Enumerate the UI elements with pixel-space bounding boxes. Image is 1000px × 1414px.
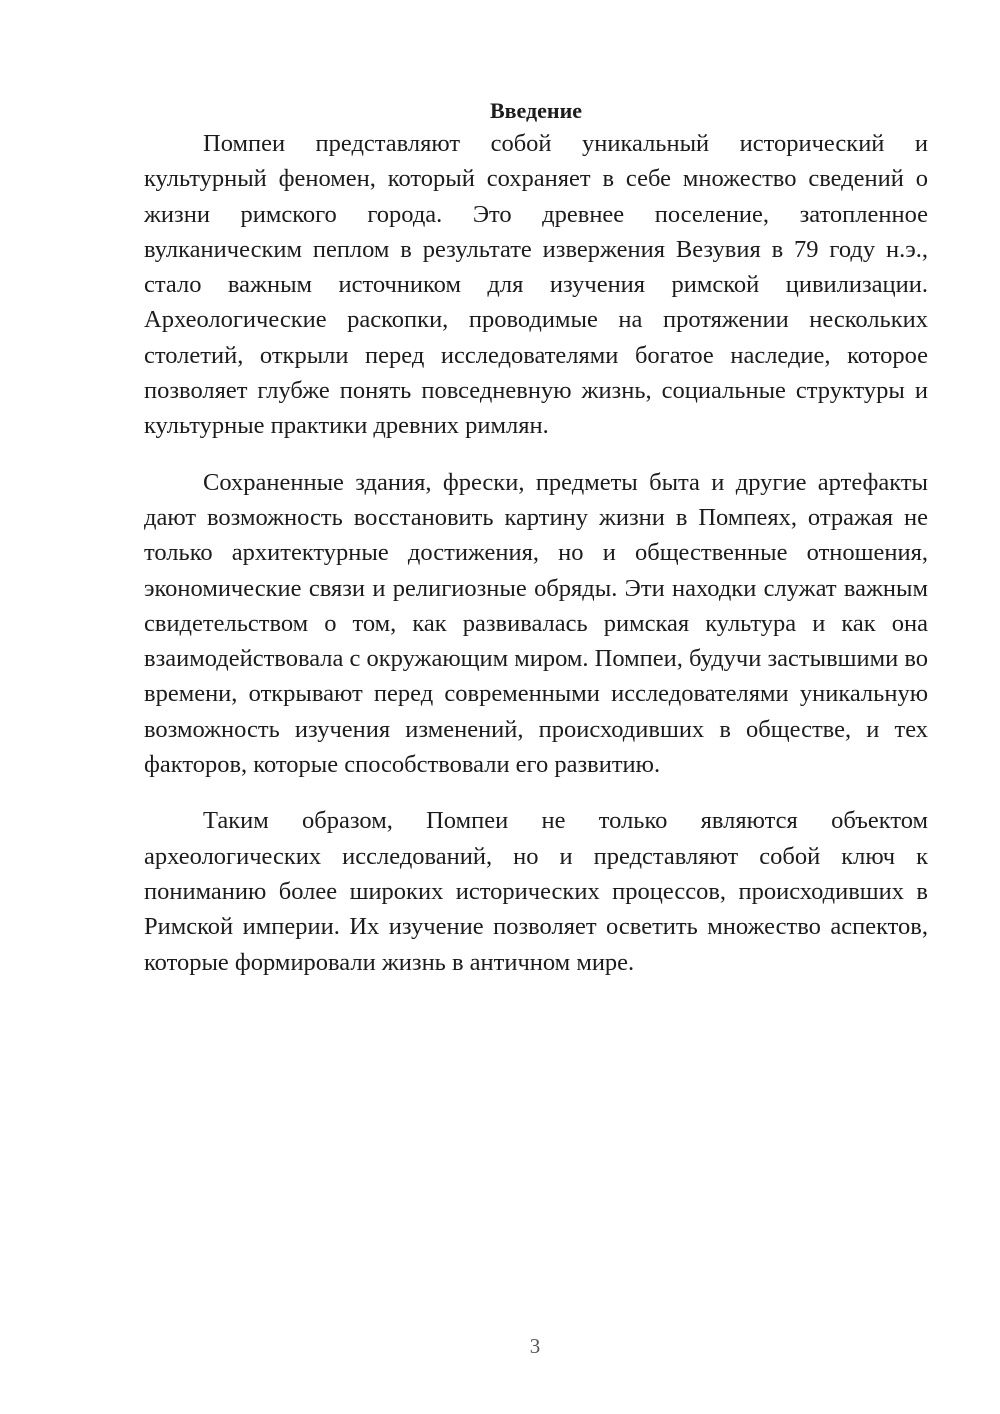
section-title: Введение [489, 98, 583, 123]
page-content [144, 98, 928, 1001]
page-number: 3 [529, 1334, 541, 1358]
paragraph-1: Помпеи представляют собой уникальный исторический и культурный феномен, который сохраняет в себе множество сведений о жизни римского города. Это древнее поселение, затопленное вулканическим пеплом в результате извержения Везувия в 79 году н.э., стало важным источником для изучения римской цивилизации. Археологические раскопки, проводимые на протяжении нескольких столетий, открыли перед исследователями богатое наследие, которое позволяет глубже понять повседневную жизнь, социальные структуры и культурные практики древних римлян. [144, 130, 928, 440]
paragraph-2: Сохраненные здания, фрески, предметы быта и другие артефакты дают возможность восстановить картину жизни в Помпеях, отражая не только архитектурные достижения, но и общественные отношения, экономические связи и религиозные обряды. Эти находки служат важным свидетельством о том, как развивалась римская культура и как она взаимодействовала с окружающим миром. Помпеи, будучи застывшими во времени, открывают перед современными исследователями уникальную возможность изучения изменений, происходивших в обществе, и тех факторов, которые способствовали его развитию. [144, 468, 929, 779]
paragraph-3: Таким образом, Помпеи не только являются объектом археологических исследований, но и представляют собой ключ к пониманию более широких исторических процессов, происходивших в Римской империи. Их изучение позволяет осветить множество аспектов, которые формировали жизнь в античном мире. [144, 807, 928, 976]
